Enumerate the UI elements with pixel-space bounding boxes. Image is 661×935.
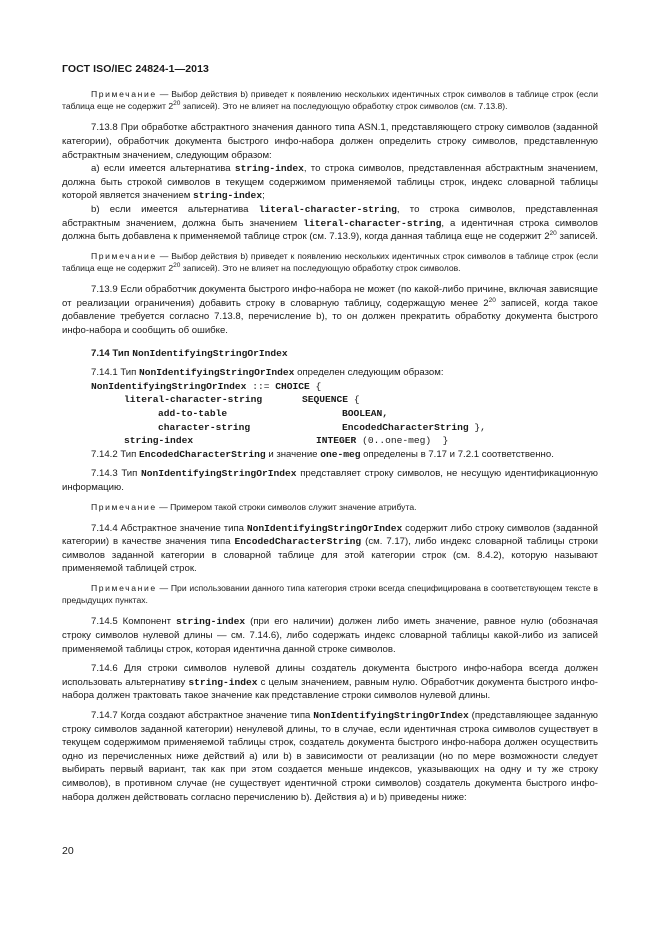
paragraph-7-14-7: 7.14.7 Когда создают абстрактное значение типа NonIdentifyingStringOrIndex (представляющее заданную строку символов заданной категории) ненулевой длины, то в случае, если идентичная строка символов существует в текущем содержимом применяемой таблицы строк, создатель документа быстрого инфо-набора должен осуществить одно из перечисленных ниже действий a) или b) в зависимости от реализации (но по мере возможности следует выбирать первый вариант, так как при этом создается меньше индексов, указывающих на одну и ту же строку символов), в противном случае (не существует идентичной строки символов) создатель документа быстрого инфо-набора должен действовать согласно перечислению b). Действия a) и b) приведены ниже: (62, 710, 598, 803)
paragraph-7-14-3: 7.14.3 Тип NonIdentifyingStringOrIndex представляет строку символов, не несущую идентификационную информацию. (62, 468, 598, 493)
note-label: Примечание (91, 583, 157, 594)
page-number: 20 (62, 845, 74, 857)
paragraph-7-14-4: 7.14.4 Абстрактное значение типа NonIdentifyingStringOrIndex содержит либо строку символов (заданной категории) в качестве значения типа EncodedCharacterString (см. 7.17), либо индекс словарной таблицы строки символов заданной категории в словарной таблице для этой категории строк (см. 8.4.2), которую называют применяемой таблицей строк. (62, 522, 598, 575)
asn1-code-block: NonIdentifyingStringOrIndex ::= CHOICE { literal-character-string SEQUENCE { add-to-table BOOLEAN, character-string EncodedCharacterString }, string-index INTEGER (0..one-meg) } (91, 380, 486, 447)
paragraph-7-13-9: 7.13.9 Если обработчик документа быстрого инфо-набора не может (по какой-либо причине, включая зависящие от реализации ограничения) добавить строку в словарную таблицу, содержащую менее $2^{20}$ записей, когда такое добавление требуется согласно 7.13.8, перечисление b), то он должен прекратить обработку документа быстрого инфо-набора и сообщить об ошибке. (62, 284, 598, 336)
item-a: a) если имеется альтернатива string-index, то строка символов, представленная абстрактным значением, должна быть строкой символов в текущем содержимом применяемой таблицы строк, индекс словарной таблицы которой является значением string-index; (62, 163, 598, 202)
paragraph-7-13-8: 7.13.8 При обработке абстрактного значения данного типа ASN.1, представляющего строку символов (заданной категории), обработчик документа быстрого инфо-набора должен определить строку символов, представленную абстрактным значением, следующим образом: (62, 122, 598, 161)
paragraph-7-14-1: 7.14.1 Тип NonIdentifyingStringOrIndex определен следующим образом: (91, 367, 444, 379)
paragraph-7-14-2: 7.14.2 Тип EncodedCharacterString и значение one-meg определены в 7.17 и 7.2.1 соответственно. (91, 448, 554, 460)
note-label: Примечание (91, 250, 157, 261)
section-heading-7-14: 7.14 Тип NonIdentifyingStringOrIndex (91, 347, 288, 359)
item-b: b) если имеется альтернатива literal-character-string, то строка символов, представленная абстрактным значением, должна быть значением literal-character-string, а идентичная строка символов должна быть добавлена к применяемой таблице строк (см. 7.13.9), когда данная таблица еще не содержит $2^{20}$ записей. (62, 203, 598, 243)
note-label: Примечание (91, 501, 157, 512)
note-label: Примечание (91, 89, 157, 99)
note-7-13-8-cross: Примечание — Выбор действия b) приведет к появлению нескольких идентичных строк символов в таблице строк (если таблица еще не содержит $2^{20}$ записей). Это не влияет на последующую обработку строк символов (см. 7.13.8). (62, 89, 598, 112)
note-7-14-3: Примечание — Примером такой строки символов служит значение атрибута. (91, 501, 417, 512)
paragraph-7-14-5: 7.14.5 Компонент string-index (при его наличии) должен либо иметь значение, равное нулю (обозначая строку символов нулевой длины — см. 7.14.6), либо содержать индекс словарной таблицы какой-либо из записей применяемой таблицы строк, которая идентична данной строке символов. (62, 616, 598, 655)
note-7-14-4: Примечание — При использовании данного типа категория строки всегда специфицирована в соответствующем тексте в предыдущих пунктах. (62, 583, 598, 606)
note-7-13-8: Примечание — Выбор действия b) приведет к появлению нескольких идентичных строк символов в таблице строк (если таблица еще не содержит $2^{20}$ записей). Это не влияет на последующую обработку строк символов. (62, 250, 598, 273)
page-header-title: ГОСТ ISO/IEC 24824-1—2013 (62, 63, 209, 75)
page-content (62, 88, 598, 804)
paragraph-7-14-6: 7.14.6 Для строки символов нулевой длины создатель документа быстрого инфо-набора всегда должен использовать альтернативу string-index с целым значением, равным нулю. Обработчик документа быстрого инфо-набора должен трактовать такое значение как представление строки символов нулевой длины. (62, 663, 598, 702)
